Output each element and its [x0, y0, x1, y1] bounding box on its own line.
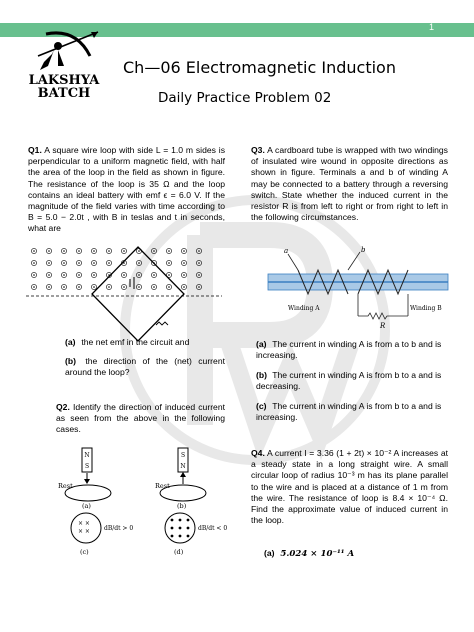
q1-option-b: (b) the direction of the (net) current around the loop?	[65, 356, 225, 378]
archer-icon	[38, 32, 98, 70]
q3-text: A cardboard tube is wrapped with two windings of insulated wire wound in opposite directions as shown in figure. Terminals a and b of winding A may be connected to a battery through a reversing switch. State whether the induced current in the resistor R is from left to right or from right to left in the following circumstances.	[251, 145, 448, 223]
q4-option-a: (a) 5.024 × 10⁻¹¹ A	[264, 548, 355, 559]
q1-label: Q1.	[28, 145, 42, 155]
field-crosses-c	[78, 520, 90, 535]
question-1	[28, 145, 225, 235]
svg-text:N: N	[84, 452, 90, 459]
field-dots-d	[171, 519, 190, 538]
svg-text:N: N	[180, 463, 186, 470]
magnet-a	[82, 448, 92, 484]
q3-option-a: (a) The current in winding A is from a to b and is increasing.	[256, 339, 442, 361]
question-3	[251, 145, 448, 223]
svg-text:× ×: × ×	[78, 520, 90, 527]
square-loop	[92, 247, 184, 341]
terminal-a: a	[284, 247, 289, 255]
winding-a-label: Winding A	[288, 305, 320, 312]
resistor-label: R	[380, 322, 386, 330]
lakshya-batch-logo	[18, 26, 110, 102]
dbdt-c: dB/dt > 0	[104, 525, 134, 532]
svg-text:S: S	[180, 452, 186, 459]
question-4	[251, 448, 448, 526]
terminal-b: b	[361, 246, 366, 254]
q2-label: Q2.	[56, 402, 70, 412]
q3-option-b: (b) The current in winding A is from b to a and is decreasing.	[256, 370, 442, 392]
fig-label-b: (b)	[177, 502, 187, 510]
q1-text: A square wire loop with side L = 1.0 m sides is perpendicular to a uniform magnetic field, with half the area of the loop in the field as shown in figure. The resistance of the loop is 35 Ω and the loop contains an ideal battery with emf ϵ = 6.0 V. If the magnitude of the field varies with time according to B = 5.0 − 2.0t , with B in teslas and t in seconds, what are	[28, 145, 225, 234]
q3-figure	[268, 244, 448, 334]
fig-label-d: (d)	[174, 548, 184, 556]
fig-rest-a: Rest	[58, 482, 73, 490]
q4-text: A current I = 3.36 (1 + 2t) × 10⁻² A increases at a steady state in a long straight wire. A small circular loop of radius 10⁻³ m has its plane parallel to the wire and is placed at a distance of 1 m from the wire. The resistance of loop is 8.4 × 10⁻⁴ Ω. Find the approximate value of induced current in the loop.	[251, 448, 448, 526]
logo-line1: LAKSHYA	[28, 73, 100, 88]
winding-b-label: Winding B	[410, 305, 442, 312]
dpp-subtitle: Daily Practice Problem 02	[158, 90, 332, 106]
q3-option-c: (c) The current in winding A is from b to a and is increasing.	[256, 401, 442, 423]
resistor-icon	[156, 322, 168, 325]
logo-line2: BATCH	[37, 86, 91, 101]
fig-label-c: (c)	[80, 548, 89, 556]
svg-text:× ×: × ×	[78, 528, 90, 535]
fig-label-a: (a)	[82, 502, 91, 510]
q3-label: Q3.	[251, 145, 265, 155]
magnet-b	[178, 448, 188, 484]
svg-text:S: S	[84, 463, 90, 470]
question-2	[56, 402, 225, 436]
q4-label: Q4.	[251, 448, 265, 458]
chapter-title: Ch—06 Electromagnetic Induction	[123, 58, 396, 77]
page-number: 1	[428, 22, 434, 32]
fig-rest-b: Rest	[155, 482, 170, 490]
q2-text: Identify the direction of induced current as seen from the above in the following cases.	[56, 402, 226, 435]
resistor-r-icon	[358, 313, 408, 319]
q1-figure	[26, 245, 222, 343]
q2-figure	[52, 446, 228, 566]
q1-option-a: (a) the net emf in the circuit and	[65, 337, 190, 347]
dbdt-d: dB/dt < 0	[198, 525, 228, 532]
